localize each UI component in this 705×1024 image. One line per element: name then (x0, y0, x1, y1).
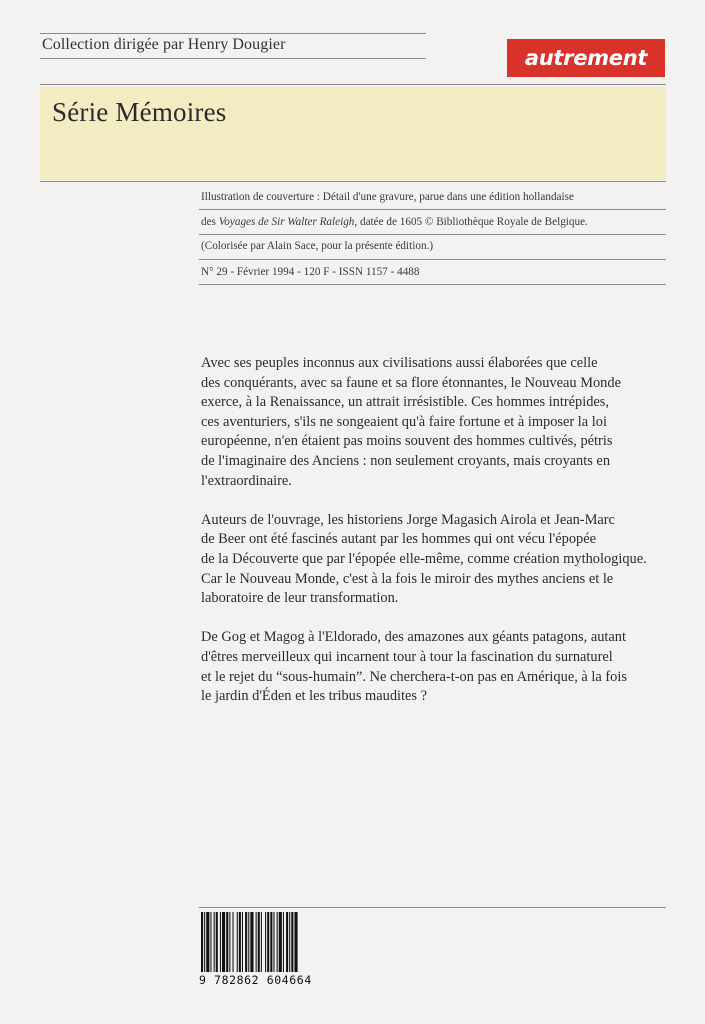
colorization-credit: (Colorisée par Alain Sace, pour la présente édition.) (201, 240, 434, 252)
credit-suffix: , datée de 1605 © Bibliothèque Royale de Belgique. (354, 216, 588, 228)
book-title-reference: Voyages de Sir Walter Raleigh (218, 216, 355, 228)
series-top-rule (40, 84, 666, 85)
credit-rule-2 (199, 234, 666, 235)
text-line: Avec ses peuples inconnus aux civilisations aussi élaborées que celle (201, 355, 598, 371)
text-line: de Beer ont été fascinés autant par les hommes qui ont vécu l'épopée (201, 531, 596, 548)
text-line: l'extraordinaire. (201, 472, 292, 489)
series-title: Série Mémoires (52, 97, 227, 127)
text-line: d'êtres merveilleux qui incarnent tour à tour la fascination du surnaturel (201, 648, 613, 665)
text-line: laboratoire de leur transformation. (201, 590, 399, 607)
credit-prefix: des (201, 216, 219, 228)
barcode-icon (199, 912, 339, 974)
header-top-rule (40, 33, 426, 34)
text-line: de l'imaginaire des Anciens : non seulement croyants, mais croyants en (201, 452, 611, 469)
series-band (40, 87, 666, 180)
cover-credit-line-1: Illustration de couverture : Détail d'une gravure, parue dans une édition hollandaise (201, 191, 574, 203)
text-line: européenne, n'en étaient pas moins souvent des hommes cultivés, pétris (201, 433, 613, 450)
text-line: de la Découverte que par l'épopée elle-même, comme création mythologique. (201, 550, 647, 567)
text-line: ces aventuriers, s'ils ne songeaient qu'à faire fortune et à imposer la loi (201, 413, 607, 430)
cover-credit-line-2 (201, 216, 588, 228)
series-bottom-rule (40, 181, 666, 182)
publisher-logo: autrement (507, 39, 665, 77)
text-line: des conquérants, avec sa faune et sa flore étonnantes, le Nouveau Monde (201, 374, 621, 391)
text-line: exerce, à la Renaissance, un attrait irrésistible. Ces hommes intrépides, (201, 394, 609, 411)
blurb-paragraph-1 (201, 354, 671, 491)
issue-info: N° 29 - Février 1994 - 120 F - ISSN 1157 - 4488 (201, 266, 420, 278)
text-line: Auteurs de l'ouvrage, les historiens Jorge Magasich Airola et Jean-Marc (201, 511, 615, 528)
text-line: Car le Nouveau Monde, c'est à la fois le miroir des mythes anciens et le (201, 570, 614, 587)
blurb-paragraph-3 (201, 628, 671, 706)
isbn-barcode (199, 912, 339, 987)
collection-credit: Collection dirigée par Henry Dougier (42, 36, 286, 53)
blurb-paragraph-2 (201, 511, 671, 609)
credit-rule-3 (199, 259, 666, 260)
isbn-number: 9 782862 604664 (199, 973, 312, 987)
credit-rule-4 (199, 284, 666, 285)
barcode-rule (199, 907, 666, 908)
header-bottom-rule (40, 58, 426, 59)
credit-rule-1 (199, 209, 666, 210)
blurb (201, 354, 671, 726)
text-line: et le rejet du “sous-humain”. Ne cherchera-t-on pas en Amérique, à la fois (201, 668, 627, 685)
text-line: le jardin d'Éden et les tribus maudites ? (201, 688, 427, 705)
text-line: De Gog et Magog à l'Eldorado, des amazones aux géants patagons, autant (201, 629, 626, 646)
